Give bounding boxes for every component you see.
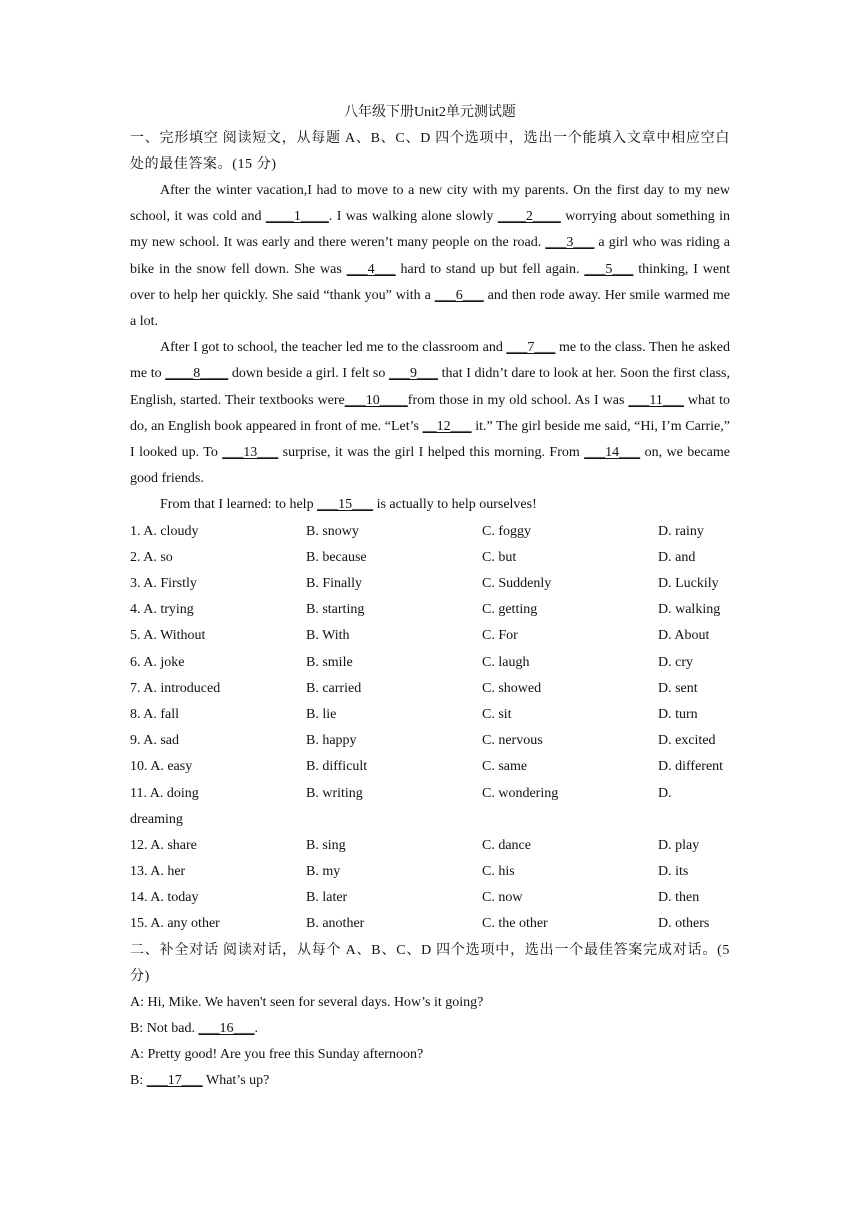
passage-text: and then rode away. Her smile warmed me a lot. <box>130 287 730 330</box>
option-choice: C. but <box>482 549 517 565</box>
option-choice: 12. A. share <box>130 837 197 853</box>
option-choice: 2. A. so <box>130 549 173 565</box>
option-choice: C. now <box>482 890 523 906</box>
option-choice: C. wondering <box>482 785 559 801</box>
option-choice: D. different <box>658 759 724 775</box>
option-choice: C. For <box>482 628 518 644</box>
option-row <box>130 728 730 754</box>
passage-text: hard to stand up but fell again. <box>395 261 585 277</box>
dialogue-line <box>130 1042 730 1068</box>
option-choice: B. Finally <box>306 576 363 592</box>
option-row <box>130 571 730 597</box>
passage-text: A: Hi, Mike. We haven't seen for several days. How’s it going? <box>130 994 484 1010</box>
option-choice: D. walking <box>658 602 721 618</box>
passage-text: thinking, I went over to help her quickly. She said “thank you” with a <box>130 261 730 303</box>
option-choice: D. others <box>658 916 710 932</box>
option-choice: B. happy <box>306 733 357 749</box>
passage-text: surprise, it was the girl I helped this morning. From <box>278 445 585 461</box>
answer-blank: ___13___ <box>222 445 279 461</box>
passage-paragraph-1 <box>130 178 730 335</box>
option-choice-wrap: dreaming <box>130 811 183 827</box>
option-choice: 14. A. today <box>130 890 199 906</box>
dialogue <box>130 990 730 1095</box>
option-row <box>130 754 730 780</box>
passage-text: it.” The girl beside me said, “Hi, I’m Carrie,” I looked up. To <box>130 418 730 461</box>
passage-text: B: <box>130 1073 147 1089</box>
option-choice: 7. A. introduced <box>130 680 221 696</box>
option-choice: C. nervous <box>482 733 543 749</box>
option-choice: D. then <box>658 890 700 906</box>
option-row <box>130 911 730 937</box>
option-choice: B. later <box>306 890 348 906</box>
passage-text: . I was walking alone slowly <box>328 209 498 225</box>
option-choice: C. same <box>482 759 528 775</box>
option-row <box>130 833 730 859</box>
passage-text: What’s up? <box>202 1073 270 1089</box>
option-choice: C. getting <box>482 602 538 618</box>
passage-text: worrying about something in my new school. It was early and there weren’t many people on the road. <box>130 209 730 251</box>
option-row <box>130 650 730 676</box>
passage-text: from those in my old school. As I was <box>407 392 629 408</box>
option-row <box>130 597 730 623</box>
option-choice: D. play <box>658 837 700 853</box>
option-choice: 9. A. sad <box>130 733 179 749</box>
answer-blank: ___17___ <box>146 1073 203 1089</box>
option-choice: B. my <box>306 864 341 880</box>
option-choice: D. excited <box>658 733 716 749</box>
passage-text: is actually to help ourselves! <box>373 497 537 513</box>
answer-blank: ___9___ <box>389 366 438 382</box>
option-choice: B. because <box>306 549 367 565</box>
dialogue-line <box>130 1068 730 1094</box>
dialogue-line <box>130 1016 730 1042</box>
answer-blank: ___16___ <box>198 1020 255 1036</box>
option-choice: 15. A. any other <box>130 916 220 932</box>
option-choice: D. and <box>658 549 696 565</box>
answer-blank: ___4___ <box>346 261 396 277</box>
option-choice: C. sit <box>482 706 512 722</box>
passage-paragraph-3 <box>130 492 730 518</box>
option-choice: D. <box>658 785 672 801</box>
option-choice: D. sent <box>658 680 698 696</box>
option-choice: C. dance <box>482 837 531 853</box>
option-choice: C. his <box>482 864 515 880</box>
page-title: 八年级下册Unit2单元测试题 <box>344 105 516 120</box>
option-choice: B. With <box>306 628 350 644</box>
passage-paragraph-2 <box>130 335 730 492</box>
option-choice: C. the other <box>482 916 548 932</box>
answer-blank: __12___ <box>422 418 472 434</box>
answer-blank: ___15___ <box>317 497 374 513</box>
option-choice: D. cry <box>658 654 693 670</box>
option-choice: B. starting <box>306 602 365 618</box>
dialogue-line <box>130 990 730 1016</box>
option-choice: B. another <box>306 916 365 932</box>
option-choice: B. difficult <box>306 759 368 775</box>
option-choice: 11. A. doing <box>130 785 199 801</box>
option-choice: D. turn <box>658 706 698 722</box>
passage-text: that I didn’t dare to look at her. Soon the first class, English, started. Their textbooks were <box>130 366 731 408</box>
answer-blank: ____8____ <box>165 366 229 382</box>
option-choice: C. foggy <box>482 523 531 539</box>
option-row <box>130 702 730 728</box>
option-choice: B. carried <box>306 680 362 696</box>
passage-text: After I got to school, the teacher led me to the classroom and <box>160 340 507 356</box>
option-row <box>130 885 730 911</box>
answer-blank: ___11___ <box>628 392 684 408</box>
option-choice: 3. A. Firstly <box>130 576 197 592</box>
answer-blank: ___6___ <box>434 287 484 303</box>
answer-options <box>130 519 730 938</box>
option-row <box>130 519 730 545</box>
option-choice: C. laugh <box>482 654 530 670</box>
option-row <box>130 545 730 571</box>
passage-text: a girl who was riding a bike in the snow fell down. She was <box>130 235 730 277</box>
answer-blank: ____2____ <box>497 209 561 225</box>
answer-blank: ___10____ <box>344 392 408 408</box>
option-choice: D. Luckily <box>658 576 719 592</box>
option-choice: B. sing <box>306 837 346 853</box>
passage-text: . <box>254 1020 258 1036</box>
option-choice: 13. A. her <box>130 864 186 880</box>
option-choice: C. Suddenly <box>482 576 552 592</box>
passage-text: me to the class. Then he asked me to <box>130 340 730 382</box>
option-choice: D. its <box>658 864 689 880</box>
option-choice: 4. A. trying <box>130 602 194 618</box>
option-row <box>130 623 730 649</box>
passage-text: From that I learned: to help <box>160 497 318 513</box>
option-row <box>130 676 730 702</box>
exam-page <box>130 100 730 1094</box>
answer-blank: ___3___ <box>545 235 595 251</box>
passage-text: down beside a girl. I felt so <box>228 366 389 382</box>
option-choice: 6. A. joke <box>130 654 185 670</box>
option-choice: 5. A. Without <box>130 628 206 644</box>
option-choice: B. snowy <box>306 523 359 539</box>
passage-text: B: Not bad. <box>130 1020 199 1036</box>
option-choice: C. showed <box>482 680 542 696</box>
answer-blank: ____1____ <box>265 209 329 225</box>
passage-text: what to do, an English book appeared in front of me. “Let’s <box>130 392 730 434</box>
option-choice: B. lie <box>306 706 337 722</box>
answer-blank: ___5___ <box>584 261 634 277</box>
section1-heading: 一、完形填空 阅读短文，从每题 A、B、C、D 四个选项中，选出一个能填入文章中相应空白处的最佳答案。(15 分) <box>130 131 730 172</box>
option-choice: 8. A. fall <box>130 706 179 722</box>
option-choice: B. writing <box>306 785 363 801</box>
option-row <box>130 859 730 885</box>
option-choice: 1. A. cloudy <box>130 523 199 539</box>
passage-text: A: Pretty good! Are you free this Sunday afternoon? <box>130 1047 424 1063</box>
passage-text: on, we became good friends. <box>130 445 730 487</box>
answer-blank: ___14___ <box>584 445 641 461</box>
option-choice: D. rainy <box>658 523 704 539</box>
answer-blank: ___7___ <box>506 340 556 356</box>
section2-heading: 二、补全对话 阅读对话，从每个 A、B、C、D 四个选项中，选出一个最佳答案完成对话。(5 分) <box>130 942 730 984</box>
passage-text: After the winter vacation,I had to move to a new city with my parents. On the first day to my new school, it was cold and <box>130 183 730 225</box>
option-row <box>130 781 730 833</box>
option-choice: 10. A. easy <box>130 759 193 775</box>
option-choice: B. smile <box>306 654 353 670</box>
option-choice: D. About <box>658 628 710 644</box>
